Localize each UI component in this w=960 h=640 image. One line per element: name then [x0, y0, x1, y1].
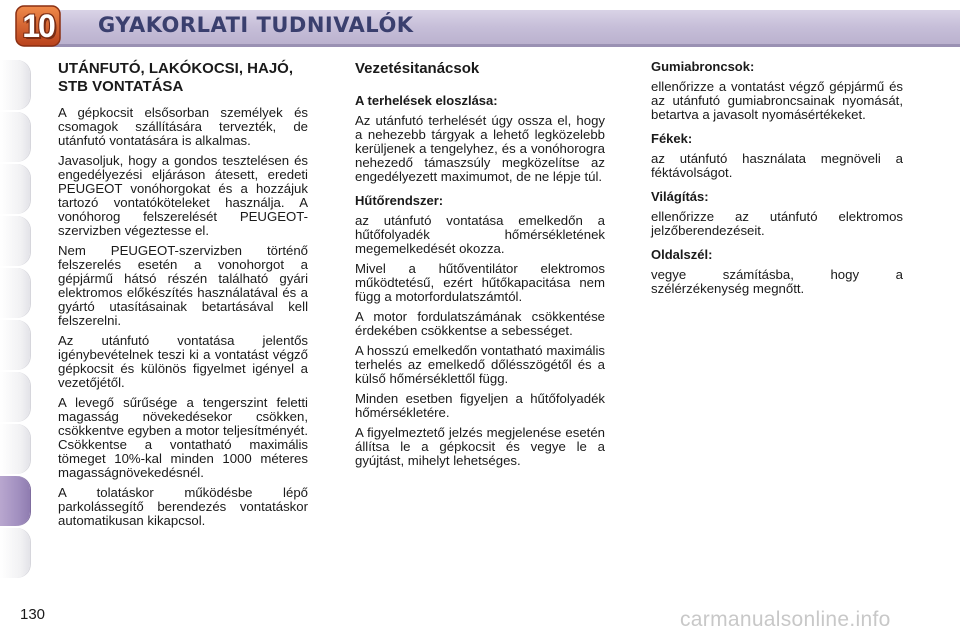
subsection-heading: A terhelések eloszlása: [355, 93, 498, 108]
edge-tab[interactable] [0, 112, 30, 162]
edge-tab[interactable] [0, 268, 30, 318]
paragraph: ellenőrizze az utánfutó elektromos jelzőberendezéseit. [651, 209, 903, 238]
edge-tab-active[interactable] [0, 476, 30, 526]
edge-tab[interactable] [0, 528, 30, 578]
paragraph: az utánfutó használata megnöveli a féktávolságot. [651, 151, 903, 180]
page-number: 130 [20, 606, 46, 623]
chapter-edge-tabs [0, 60, 34, 580]
paragraph: Az utánfutó terhelését úgy ossza el, hogy a nehezebb tárgyak a lehető legközelebb kerüljenek a tengelyhez, és a vonóhorogra nehezedő támaszsúly megközelítse az engedélyezett maximumot, de ne lépje túl. [355, 113, 605, 184]
subsection-heading: Fékek: [651, 131, 693, 146]
column-driving-advice [355, 60, 605, 474]
edge-tab[interactable] [0, 164, 30, 214]
header-divider [40, 44, 960, 47]
chapter-title: GYAKORLATI TUDNIVALÓK [98, 13, 414, 37]
paragraph: ellenőrizze a vontatást végző gépjármű és az utánfutó gumiabroncsainak nyomását, betartva a javasolt nyomásértékeket. [651, 79, 903, 122]
page-header [0, 0, 960, 52]
edge-tab[interactable] [0, 60, 30, 110]
paragraph: A gépkocsit elsősorban személyek és csomagok szállítására tervezték, de utánfutó vontatására is alkalmas. [58, 105, 308, 148]
section-title: Vezetésitanácsok [355, 60, 480, 77]
edge-tab[interactable] [0, 372, 30, 422]
paragraph: vegye számításba, hogy a szélérzékenység megnőtt. [651, 267, 903, 296]
subsection-heading: Oldalszél: [651, 247, 713, 262]
paragraph: Javasoljuk, hogy a gondos tesztelésen és engedélyezési eljáráson átesett, eredeti PEUGEOT vonóhorgokat és a hozzájuk tartozó vontatóköteleket használja. A vonóhorog felszerelését PEUGEOT-szervizben végeztesse el. [58, 153, 308, 238]
edge-tab[interactable] [0, 216, 30, 266]
paragraph: A motor fordulatszámának csökkentése érdekében csökkentse a sebességet. [355, 309, 605, 338]
subsection-heading: Gumiabroncsok: [651, 59, 755, 74]
paragraph: A levegő sűrűsége a tengerszint feletti magasság növekedésekor csökken, csökkentve egyben a motor teljesítményét. Csökkentse a vontatható maximális tömeget 10%-kal minden 1000 méteres magasságnövekedésnél. [58, 395, 308, 480]
chapter-badge [14, 4, 62, 48]
section-title: UTÁNFUTÓ, LAKÓKOCSI, HAJÓ, STB VONTATÁSA [58, 60, 293, 95]
chapter-number: 10 [22, 7, 54, 44]
edge-tab[interactable] [0, 320, 30, 370]
column-checks [651, 60, 903, 302]
paragraph: A tolatáskor működésbe lépő parkolássegítő berendezés vontatáskor automatikusan kikapcsol. [58, 485, 308, 528]
subsection-heading: Hűtőrendszer: [355, 193, 444, 208]
paragraph: Minden esetben figyeljen a hűtőfolyadék hőmérsékletére. [355, 391, 605, 420]
column-towing-intro [58, 60, 308, 534]
paragraph: Mivel a hűtőventilátor elektromos működtetésű, ezért hűtőkapacitása nem függ a motorfordulatszámtól. [355, 261, 605, 304]
watermark: carmanualsonline.info [680, 608, 891, 631]
paragraph: A hosszú emelkedőn vontatható maximális terhelés az emelkedő dőlésszögétől és a külső hőmérséklettől függ. [355, 343, 605, 386]
paragraph: az utánfutó vontatása emelkedőn a hűtőfolyadék hőmérsékletének megemelkedését okozza. [355, 213, 605, 256]
paragraph: Az utánfutó vontatása jelentős igénybevételnek teszi ki a vontatást végző gépkocsit és különös figyelmet igényel a vezetőjétől. [58, 333, 308, 390]
subsection-heading: Világítás: [651, 189, 709, 204]
paragraph: Nem PEUGEOT-szervizben történő felszerelés esetén a vonohorgot a gépjármű hátsó részén található gyári elektromos előkészítés használatával és a gyártó utasításainak betartásával kell felszerelni. [58, 243, 308, 328]
paragraph: A figyelmeztető jelzés megjelenése esetén állítsa le a gépkocsit és vegye le a gyújtást, mihelyt lehetséges. [355, 425, 605, 468]
edge-tab[interactable] [0, 424, 30, 474]
